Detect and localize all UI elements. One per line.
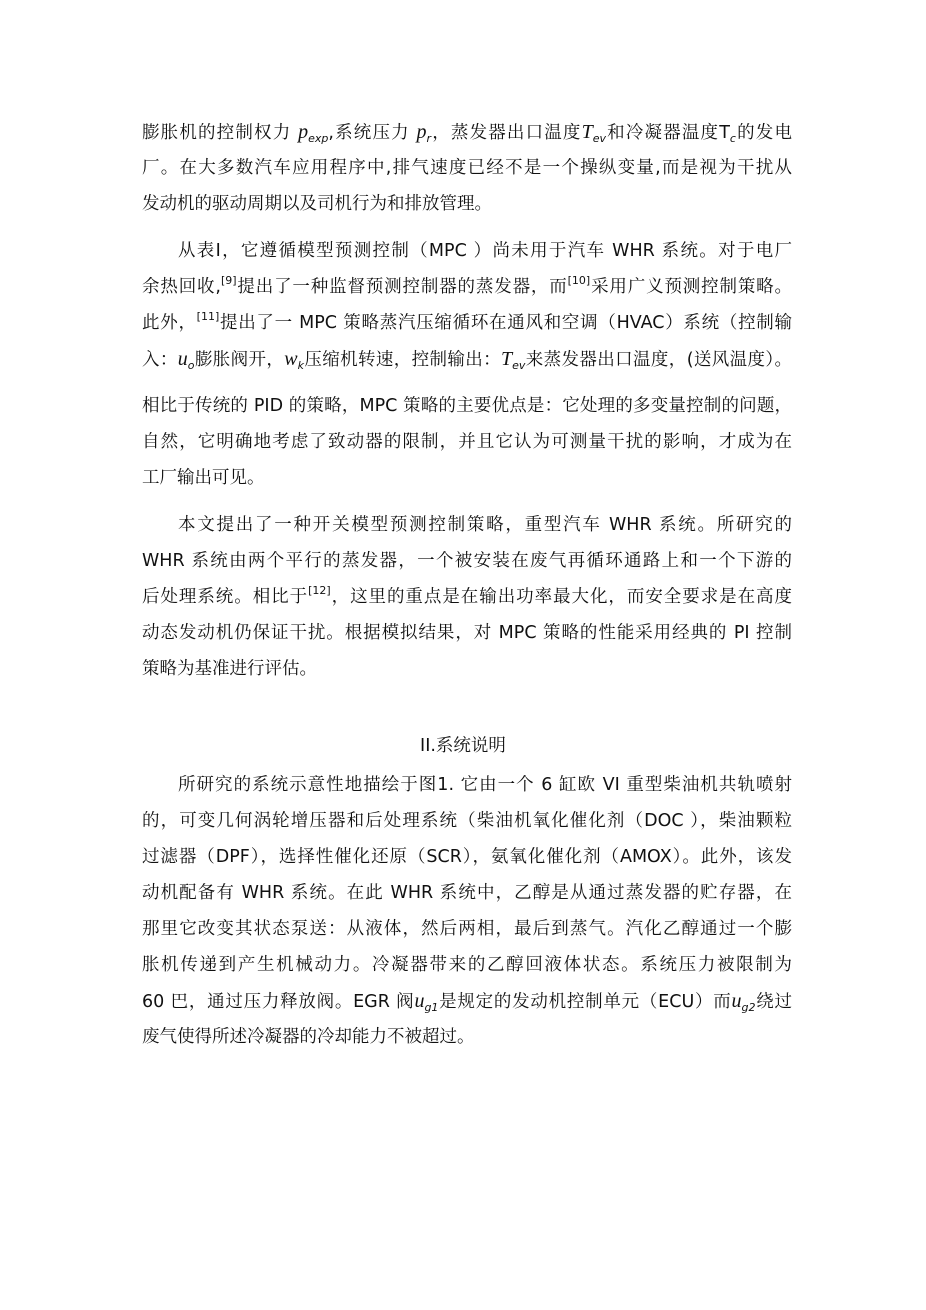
variable-symbol: p bbox=[298, 121, 309, 143]
math-variable bbox=[284, 350, 304, 370]
text-run: 和冷凝器温度T bbox=[606, 123, 730, 143]
text-run: 发动机的驱动周期以及司机行为和排放管理。 bbox=[142, 194, 492, 214]
text-run: 废气使得所述冷凝器的冷却能力不被超过。 bbox=[142, 1027, 475, 1047]
text-run: 从表Ⅰ，它遵循模型预测控制（MPC ）尚未用于汽车 WHR 系统。对于电厂 bbox=[178, 241, 792, 261]
paragraph-line bbox=[142, 947, 792, 983]
text-run: ,系统压力 bbox=[328, 123, 417, 143]
paragraph-line bbox=[142, 114, 792, 150]
variable-subscript: g1 bbox=[424, 1001, 439, 1014]
variable-symbol: u bbox=[414, 990, 425, 1012]
text-run: 此外， bbox=[142, 313, 197, 333]
variable-subscript: o bbox=[187, 359, 195, 372]
text-run: 本文提出了一种开关模型预测控制策略，重型汽车 WHR 系统。所研究的 bbox=[178, 515, 792, 535]
paragraph-line bbox=[142, 579, 792, 615]
variable-subscript: k bbox=[297, 359, 304, 372]
citation-reference: [9] bbox=[220, 274, 237, 287]
text-run: 的发电 bbox=[735, 123, 792, 143]
paragraph-line bbox=[178, 233, 792, 269]
text-run: 膨胀阀开， bbox=[194, 350, 285, 370]
paragraph-line bbox=[142, 839, 792, 875]
paragraph-line bbox=[142, 424, 792, 460]
text-run: 提出了一 MPC 策略蒸汽压缩循环在通风和空调（HVAC）系统（控制输 bbox=[219, 313, 792, 333]
citation-reference: [10] bbox=[567, 274, 591, 287]
variable-subscript: g2 bbox=[741, 1001, 756, 1014]
paragraph-line bbox=[142, 875, 792, 911]
paragraph-line bbox=[142, 651, 792, 687]
variable-symbol: T bbox=[581, 121, 593, 143]
text-run: 所研究的系统示意性地描绘于图1. 它由一个 6 缸欧 VI 重型柴油机共轨喷射 bbox=[178, 775, 792, 795]
citation-reference: [12] bbox=[308, 584, 331, 597]
text-run: 入： bbox=[142, 350, 178, 370]
text-run: 提出了一种监督预测控制器的蒸发器，而 bbox=[236, 277, 568, 297]
text-run: 后处理系统。相比于 bbox=[142, 587, 309, 607]
text-run: 厂。在大多数汽车应用程序中,排气速度已经不是一个操纵变量,而是视为干扰从 bbox=[142, 158, 792, 178]
variable-subscript: ev bbox=[592, 132, 607, 145]
text-run: 动态发动机仍保证干扰。根据模拟结果，对 MPC 策略的性能采用经典的 PI 控制 bbox=[142, 623, 792, 643]
text-run: 余热回收, bbox=[142, 277, 221, 297]
paragraph-line bbox=[178, 507, 792, 543]
variable-subscript: ev bbox=[512, 359, 526, 372]
text-run: 那里它改变其状态泵送：从液体，然后两相，最后到蒸气。汽化乙醇通过一个膨 bbox=[142, 919, 792, 939]
text-run: 胀机传递到产生机械动力。冷凝器带来的乙醇回液体状态。系统压力被限制为 bbox=[142, 955, 792, 975]
paragraph-line bbox=[142, 543, 792, 579]
variable-symbol: u bbox=[731, 990, 742, 1012]
paragraph-line bbox=[142, 460, 792, 496]
citation-reference: [11] bbox=[196, 310, 220, 323]
paragraph-line bbox=[142, 615, 792, 651]
paragraph-line bbox=[142, 803, 792, 839]
text-run: 的，可变几何涡轮增压器和后处理系统（柴油机氧化催化剂（DOC ），柴油颗粒 bbox=[142, 811, 792, 831]
text-run: 绕过 bbox=[755, 992, 792, 1012]
math-variable bbox=[414, 992, 438, 1012]
math-variable bbox=[732, 992, 756, 1012]
text-run: ，这里的重点是在输出功率最大化，而安全要求是在高度 bbox=[330, 587, 792, 607]
section-heading: II.系统说明 bbox=[420, 736, 506, 756]
math-variable bbox=[417, 123, 432, 143]
variable-symbol: w bbox=[284, 348, 298, 370]
math-variable bbox=[298, 123, 328, 143]
paragraph-line bbox=[142, 983, 792, 1019]
paragraph-line bbox=[142, 911, 792, 947]
text-run: 相比于传统的 PID 的策略，MPC 策略的主要优点是：它处理的多变量控制的问题， bbox=[142, 396, 792, 416]
text-run: 策略为基准进行评估。 bbox=[142, 659, 317, 679]
variable-subscript: r bbox=[426, 132, 432, 145]
paragraph-line bbox=[142, 341, 792, 377]
variable-symbol: T bbox=[501, 348, 513, 370]
text-run: ，蒸发器出口温度 bbox=[431, 123, 582, 143]
variable-symbol: u bbox=[177, 348, 188, 370]
paragraph-line bbox=[142, 150, 792, 186]
paragraph-line bbox=[178, 767, 792, 803]
text-run: 压缩机转速，控制输出： bbox=[303, 350, 502, 370]
variable-subscript: c bbox=[729, 132, 736, 145]
variable-symbol: p bbox=[416, 121, 427, 143]
text-run: 膨胀机的控制权力 bbox=[142, 123, 299, 143]
text-run: 工厂输出可见。 bbox=[142, 468, 265, 488]
math-variable bbox=[178, 350, 195, 370]
paragraph-line bbox=[142, 186, 792, 222]
variable-subscript: exp bbox=[308, 132, 329, 145]
text-run: 动机配备有 WHR 系统。在此 WHR 系统中，乙醇是从通过蒸发器的贮存器，在 bbox=[142, 883, 792, 903]
paragraph-line bbox=[142, 1019, 792, 1055]
text-run: 采用广义预测控制策略。 bbox=[590, 277, 792, 297]
paragraph-line bbox=[142, 388, 792, 424]
math-variable bbox=[582, 123, 606, 143]
paragraph-line bbox=[142, 305, 792, 341]
text-run: WHR 系统由两个平行的蒸发器，一个被安装在废气再循环通路上和一个下游的 bbox=[142, 551, 792, 571]
paragraph-line bbox=[142, 269, 792, 305]
text-run: 60 巴，通过压力释放阀。EGR 阀 bbox=[142, 992, 415, 1012]
text-run: 自然，它明确地考虑了致动器的限制，并且它认为可测量干扰的影响，才成为在 bbox=[142, 432, 792, 452]
text-run: 是规定的发动机控制单元（ECU）而 bbox=[438, 992, 732, 1012]
text-run: 来蒸发器出口温度，(送风温度）。 bbox=[525, 350, 792, 370]
text-run: 过滤器（DPF），选择性催化还原（SCR），氨氧化催化剂（AMOX）。此外，该发 bbox=[142, 847, 792, 867]
math-variable bbox=[501, 350, 525, 370]
